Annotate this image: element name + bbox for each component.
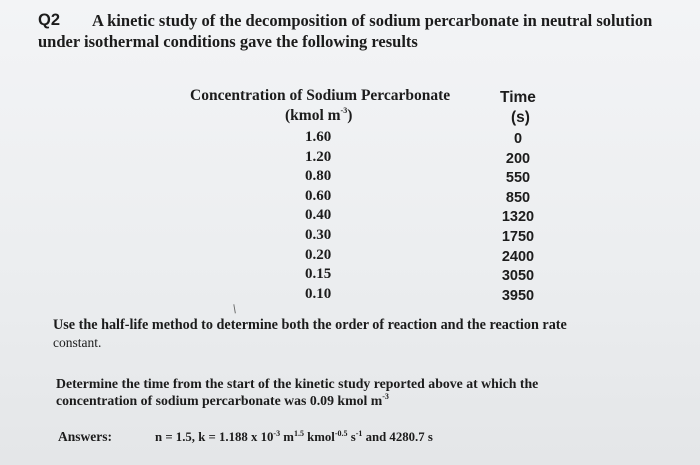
concentration-value: 0.60 [305, 187, 332, 204]
time-value: 2400 [501, 248, 535, 265]
answers-exponent1: -3 [273, 429, 281, 438]
task2-text-line1: Determine the time from the start of the kinetic study reported above at which the [56, 376, 539, 391]
answers-part3: kmol [303, 430, 335, 444]
time-unit: (s) [511, 109, 530, 126]
task2-text-line2 [56, 393, 389, 409]
answers-text [155, 430, 433, 445]
concentration-value: 1.60 [305, 129, 332, 145]
time-header: Time [500, 89, 536, 106]
concentration-value: 1.20 [305, 148, 332, 165]
question-text-line2: under isothermal conditions gave the following results [38, 32, 418, 51]
time-value: 0 [513, 131, 523, 147]
answers-exponent4: -1 [355, 429, 363, 438]
answers-part5: and 4280.7 s [362, 430, 433, 444]
answers-exponent2: 1.5 [293, 429, 304, 438]
time-value: 1320 [501, 209, 535, 226]
time-value: 3050 [501, 268, 535, 285]
answers-part4: s [347, 430, 356, 444]
question-text-line1: A kinetic study of the decomposition of sodium percarbonate in neutral solution [92, 11, 653, 30]
time-value: 550 [505, 170, 531, 187]
answers-part2: m [280, 430, 294, 444]
concentration-unit [285, 107, 352, 125]
concentration-value: 0.80 [305, 168, 332, 185]
concentration-value: 0.15 [305, 266, 332, 283]
task2-unit-exponent: -3 [382, 392, 389, 401]
concentration-value: 0.20 [305, 246, 332, 263]
task2-text-line2-body: concentration of sodium percarbonate was 0.09 kmol m [56, 393, 383, 408]
concentration-unit-prefix: (kmol m [285, 107, 341, 124]
answers-part1: n = 1.5, k = 1.188 x 10 [155, 430, 274, 444]
time-value: 1750 [501, 228, 535, 245]
task1-text-line1: Use the half-life method to determine both the order of reaction and the reaction rate [53, 317, 567, 333]
answers-label: Answers: [58, 429, 112, 444]
concentration-column [305, 128, 331, 304]
concentration-unit-exponent: -3 [340, 106, 348, 115]
time-value: 3950 [501, 287, 535, 304]
time-value: 200 [505, 150, 531, 167]
concentration-value: 0.10 [305, 285, 332, 302]
concentration-header: Concentration of Sodium Percarbonate [190, 87, 451, 104]
stray-pen-mark: / [230, 301, 240, 317]
answers-exponent3: -0.5 [334, 429, 348, 438]
concentration-unit-suffix: ) [347, 107, 353, 124]
time-value: 850 [505, 189, 531, 206]
concentration-value: 0.30 [305, 226, 332, 243]
task1-text-line2: constant. [53, 335, 102, 350]
time-column [493, 130, 543, 306]
concentration-value: 0.40 [305, 207, 332, 224]
question-number: Q2 [38, 11, 61, 29]
